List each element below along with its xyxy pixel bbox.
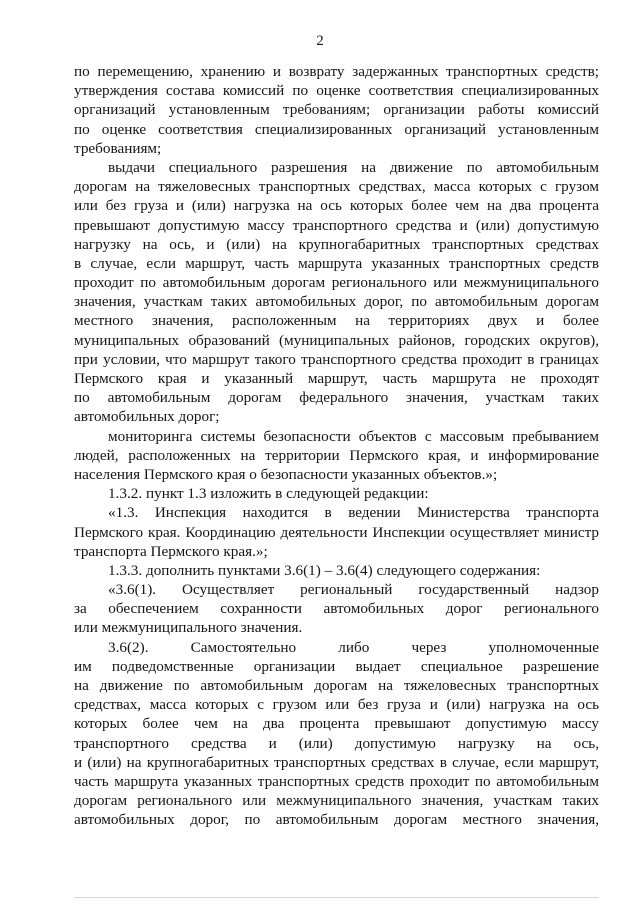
scan-edge-line xyxy=(74,897,599,898)
text-line: средствах, масса которых с грузом или без груза и (или) нагрузка на ось xyxy=(74,696,599,714)
page-number: 2 xyxy=(316,33,324,49)
text-line: и (или) на крупногабаритных транспортных средствах в случае, если маршрут, xyxy=(74,753,599,771)
text-line: проходит по автомобильным дорогам регионального или межмуниципального xyxy=(74,274,599,292)
text-line: требованиям; xyxy=(74,139,162,157)
text-line: утверждения состава комиссий по оценке соответствия специализированных xyxy=(74,82,599,100)
text-line: нагрузку на ось, и (или) на крупногабаритных транспортных средствах xyxy=(74,235,599,253)
text-line: по перемещению, хранению и возврату задержанных транспортных средств; xyxy=(74,63,599,80)
text-line: транспортного средства и (или) допустимую нагрузку на ось, xyxy=(74,734,599,752)
text-line: 1.3.2. пункт 1.3 изложить в следующей редакции: xyxy=(108,485,429,503)
text-line: «1.3. Инспекция находится в ведении Министерства транспорта xyxy=(108,504,599,522)
text-line: 1.3.3. дополнить пунктами 3.6(1) – 3.6(4) следующего содержания: xyxy=(108,561,541,579)
text-line: транспорта Пермского края.»; xyxy=(74,542,268,560)
text-line: или без груза и (или) нагрузка на ось которых более чем на два процента xyxy=(74,197,599,215)
text-line: мониторинга системы безопасности объектов с массовым пребыванием xyxy=(108,427,599,445)
text-line: автомобильных дорог, по автомобильным дорогам местного значения, xyxy=(74,811,599,829)
text-line: дорогам регионального или межмуниципального значения, участкам таких xyxy=(74,792,599,810)
text-line: при условии, что маршрут такого транспортного средства проходит в границах xyxy=(74,350,599,368)
text-line: им подведомственные организации выдает специальное разрешение xyxy=(74,657,599,675)
text-line: 3.6(2). Самостоятельно либо через уполномоченные xyxy=(108,638,599,656)
document-body xyxy=(74,62,599,830)
text-line: местного значения, расположенным на территориях двух и более xyxy=(74,312,599,330)
text-line: Пермского края и указанный маршрут, часть маршрута не проходят xyxy=(74,370,599,387)
text-line: населения Пермского края о безопасности указанных объектов.»; xyxy=(74,465,498,483)
text-line: по оценке соответствия специализированных организаций установленным xyxy=(74,120,599,138)
text-line: которых более чем на два процента превышают допустимую массу xyxy=(74,715,599,733)
text-line: превышают допустимую массу транспортного средства и (или) допустимую xyxy=(74,216,599,234)
text-line: или межмуниципального значения. xyxy=(74,619,303,637)
text-line: дорогам на тяжеловесных транспортных средствах, масса которых с грузом xyxy=(74,178,599,196)
text-line: в случае, если маршрут, часть маршрута указанных транспортных средств xyxy=(74,254,599,272)
text-line: организаций установленным требованиям; организации работы комиссий xyxy=(74,101,599,119)
text-line: автомобильных дорог; xyxy=(74,408,220,426)
text-line: по автомобильным дорогам федерального значения, участкам таких xyxy=(74,389,599,407)
text-line: муниципальных образований (муниципальных районов, городских округов), xyxy=(74,331,599,349)
text-line: на движение по автомобильным дорогам на тяжеловесных транспортных xyxy=(74,677,599,694)
text-line: часть маршрута указанных транспортных средств проходит по автомобильным xyxy=(74,772,599,790)
text-line: значения, участкам таких автомобильных дорог, по автомобильным дорогам xyxy=(74,293,599,311)
text-line: за обеспечением сохранности автомобильных дорог регионального xyxy=(74,600,599,618)
text-line: Пермского края. Координацию деятельности Инспекции осуществляет министр xyxy=(74,523,599,541)
text-line: выдачи специального разрешения на движение по автомобильным xyxy=(108,158,599,176)
text-line: людей, расположенных на территории Пермского края, и информирование xyxy=(74,446,599,464)
text-line: «3.6(1). Осуществляет региональный государственный надзор xyxy=(108,581,599,599)
